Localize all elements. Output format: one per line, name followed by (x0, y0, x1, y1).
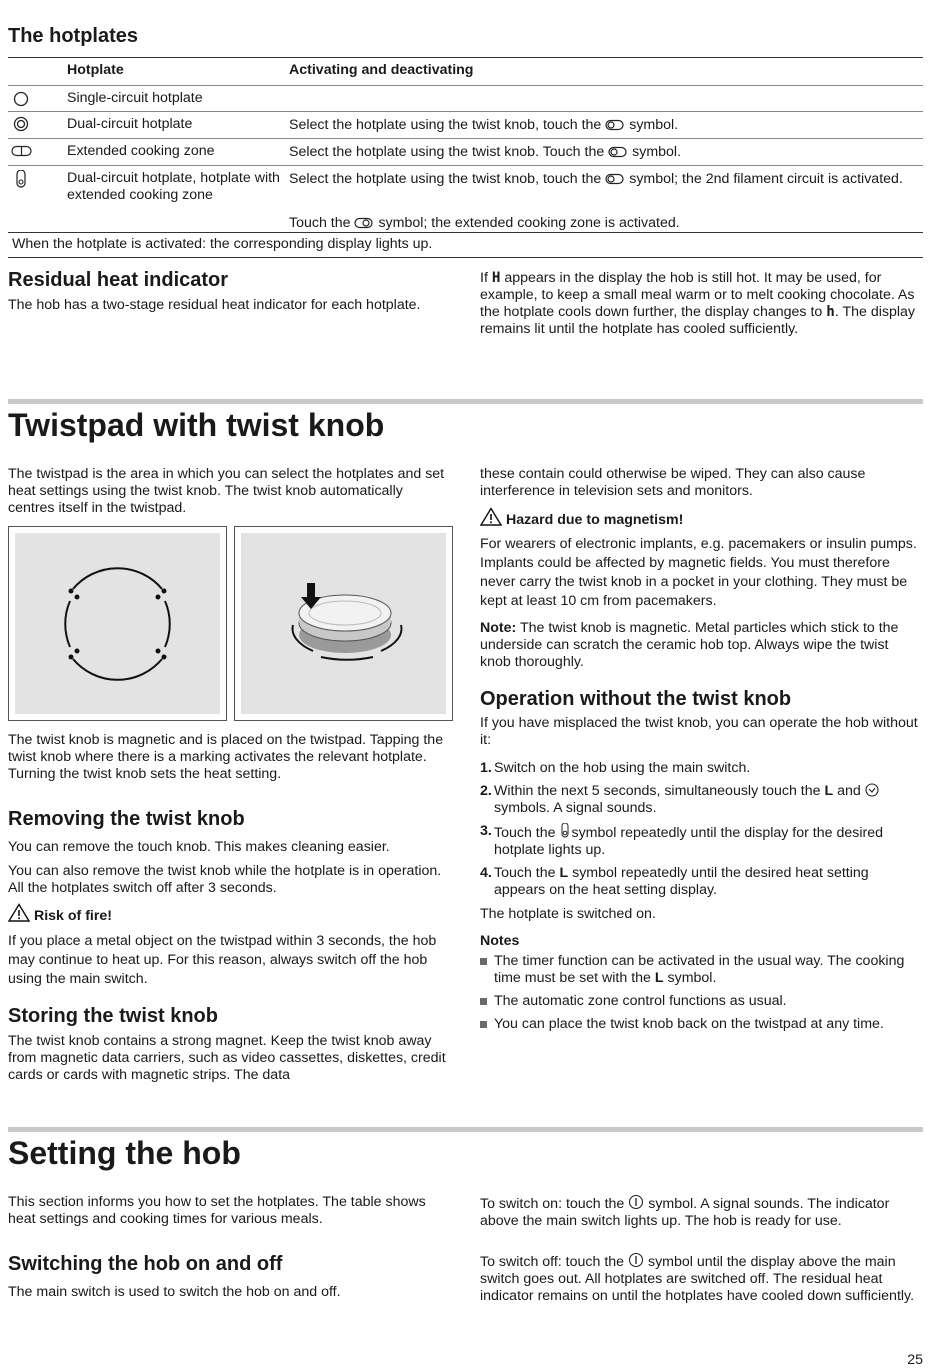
switched-on-text: The hotplate is switched on. (480, 906, 656, 922)
operation-intro: If you have misplaced the twist knob, you can operate the hob without it: (480, 715, 918, 748)
warning-triangle-icon (8, 903, 30, 922)
col-activating-header: Activating and deactivating (289, 62, 474, 78)
dual-extended-icon (14, 170, 28, 188)
table-row (8, 85, 923, 111)
fire-warning-heading (8, 903, 112, 925)
hotplates-table (8, 57, 923, 258)
table-footer-text: When the hotplate is activated: the corresponding display lights up. (12, 236, 433, 252)
magnet-warning-heading (480, 507, 683, 529)
list-item: The timer function can be activated in the usual way. The cooking time must be set with the L symbol. (480, 953, 920, 987)
switch-on-text: To switch on: touch the symbol. A signal sounds. The indicator above the main switch lights up. The hob is ready for use. (480, 1196, 890, 1229)
twistpad-intro: The twistpad is the area in which you can select the hotplates and set heat settings using the twist knob. The twist knob automatically centres itself in the twistpad. (8, 466, 445, 516)
removing-title: Removing the twist knob (8, 808, 245, 830)
hotplate-name: Dual-circuit hotplate (67, 116, 193, 132)
symbol-icon (354, 217, 374, 229)
switching-title: Switching the hob on and off (8, 1253, 283, 1275)
hotplate-action-2: Touch the symbol; the extended cooking zone is activated. (289, 215, 680, 231)
hotplates-title: The hotplates (8, 25, 139, 47)
section-divider (8, 399, 923, 404)
dual-circuit-symbol-icon (605, 119, 625, 131)
page-number: 25 (907, 1352, 923, 1368)
twistpad-illustration-knob (234, 526, 453, 721)
power-icon (628, 1252, 644, 1268)
list-item: 1. Switch on the hob using the main switch. (480, 760, 751, 776)
list-item: The automatic zone control functions as usual. (480, 993, 920, 1010)
hotplate-select-icon (559, 823, 571, 839)
extended-zone-symbol-icon (608, 146, 628, 158)
dual-circuit-icon (13, 116, 29, 132)
fire-warning-text: If you place a metal object on the twistpad within 3 seconds, the hob may continue to heat up. For this reason, always switch off the hob using the main switch. (8, 933, 437, 987)
table-header (8, 57, 923, 85)
twistpad-after-images: The twist knob is magnetic and is placed on the twistpad. Tapping the twist knob where there is a marking activates the relevant hotplate. Turning the twist knob sets the heat setting. (8, 732, 444, 782)
hotplate-action: Select the hotplate using the twist knob. Touch the symbol. (289, 144, 682, 160)
symbol-icon (605, 173, 625, 185)
operation-title: Operation without the twist knob (480, 688, 792, 710)
residual-left-text: The hob has a two-stage residual heat indicator for each hotplate. (8, 297, 421, 313)
fire-warning-title: Risk of fire! (33, 908, 112, 924)
list-item: 4. Touch the L symbol repeatedly until the desired heat setting appears on the heat setting display. (480, 865, 869, 898)
switching-text: The main switch is used to switch the hob on and off. (8, 1284, 341, 1300)
residual-small-h-icon: h (826, 304, 835, 320)
storing-continued: these contain could otherwise be wiped. They can also cause interference in television sets and monitors. (480, 466, 866, 499)
residual-title: Residual heat indicator (8, 269, 229, 291)
table-row (8, 165, 923, 232)
hotplate-action: Select the hotplate using the twist knob, touch the symbol; the 2nd filament circuit is activated. (289, 171, 903, 187)
note-paragraph: Note: The twist knob is magnetic. Metal particles which stick to the underside can scratch the ceramic hob top. Always wipe the twist knob thoroughly. (480, 620, 899, 670)
col-hotplate-header: Hotplate (67, 62, 124, 78)
switch-off-text: To switch off: touch the symbol until the display above the main switch goes out. All hotplates are switched off. The residual heat indicator remains on until the hotplates have cooled down sufficiently. (480, 1254, 915, 1304)
twist-knob-icon (241, 533, 446, 714)
twistpad-illustration-markings (8, 526, 227, 721)
residual-h-icon: H (491, 270, 501, 286)
removing-text-2: You can also remove the twist knob while the hotplate is in operation. All the hotplates switch off after 3 seconds. (8, 863, 442, 896)
list-item: 3. Touch the symbol repeatedly until the display for the desired hotplate lights up. (480, 823, 883, 858)
twistpad-title: Twistpad with twist knob (8, 407, 385, 443)
twistpad-markings-icon (15, 533, 220, 714)
removing-text-1: You can remove the touch knob. This makes cleaning easier. (8, 839, 390, 855)
power-icon (628, 1194, 644, 1210)
operation-steps (480, 760, 920, 905)
setting-intro: This section informs you how to set the hotplates. The table shows heat settings and cooking times for various meals. (8, 1194, 426, 1227)
list-item: 2. Within the next 5 seconds, simultaneously touch the L and symbols. A signal sounds. (480, 783, 920, 817)
table-footer (8, 232, 923, 258)
hotplate-name: Extended cooking zone (67, 143, 215, 159)
list-item: You can place the twist knob back on the twistpad at any time. (480, 1016, 920, 1033)
timer-icon (865, 783, 879, 797)
table-row (8, 138, 923, 165)
magnet-warning-title: Hazard due to magnetism! (505, 512, 684, 528)
hotplate-name: Single-circuit hotplate (67, 90, 203, 106)
residual-right-text: If H appears in the display the hob is still hot. It may be used, for example, to keep a small meal warm or to melt cooking chocolate. As the hotplate cools down further, the display changes to h. The display remains lit until the hotplate has cooled sufficiently. (480, 270, 915, 337)
single-circuit-icon (13, 91, 29, 107)
storing-text: The twist knob contains a strong magnet. Keep the twist knob away from magnetic data carriers, such as video cassettes, diskettes, credit cards or cards with magnetic strips. The data (8, 1033, 446, 1083)
storing-title: Storing the twist knob (8, 1005, 218, 1027)
setting-title: Setting the hob (8, 1135, 241, 1171)
hotplate-action: Select the hotplate using the twist knob, touch the symbol. (289, 117, 679, 133)
notes-title: Notes (480, 933, 520, 949)
section-divider (8, 1127, 923, 1132)
hotplate-name: Dual-circuit hotplate, hotplate with extended cooking zone (67, 170, 280, 203)
magnet-warning-text: For wearers of electronic implants, e.g. pacemakers or insulin pumps. Implants could be affected by magnetic fields. You must therefore never carry the twist knob in a pocket in your clothing. They must be kept at least 10 cm from pacemakers. (480, 536, 917, 609)
table-row (8, 111, 923, 138)
notes-list (480, 953, 920, 1039)
note-label: Note: (480, 620, 517, 636)
warning-triangle-icon (480, 507, 502, 526)
extended-zone-icon (11, 145, 33, 157)
